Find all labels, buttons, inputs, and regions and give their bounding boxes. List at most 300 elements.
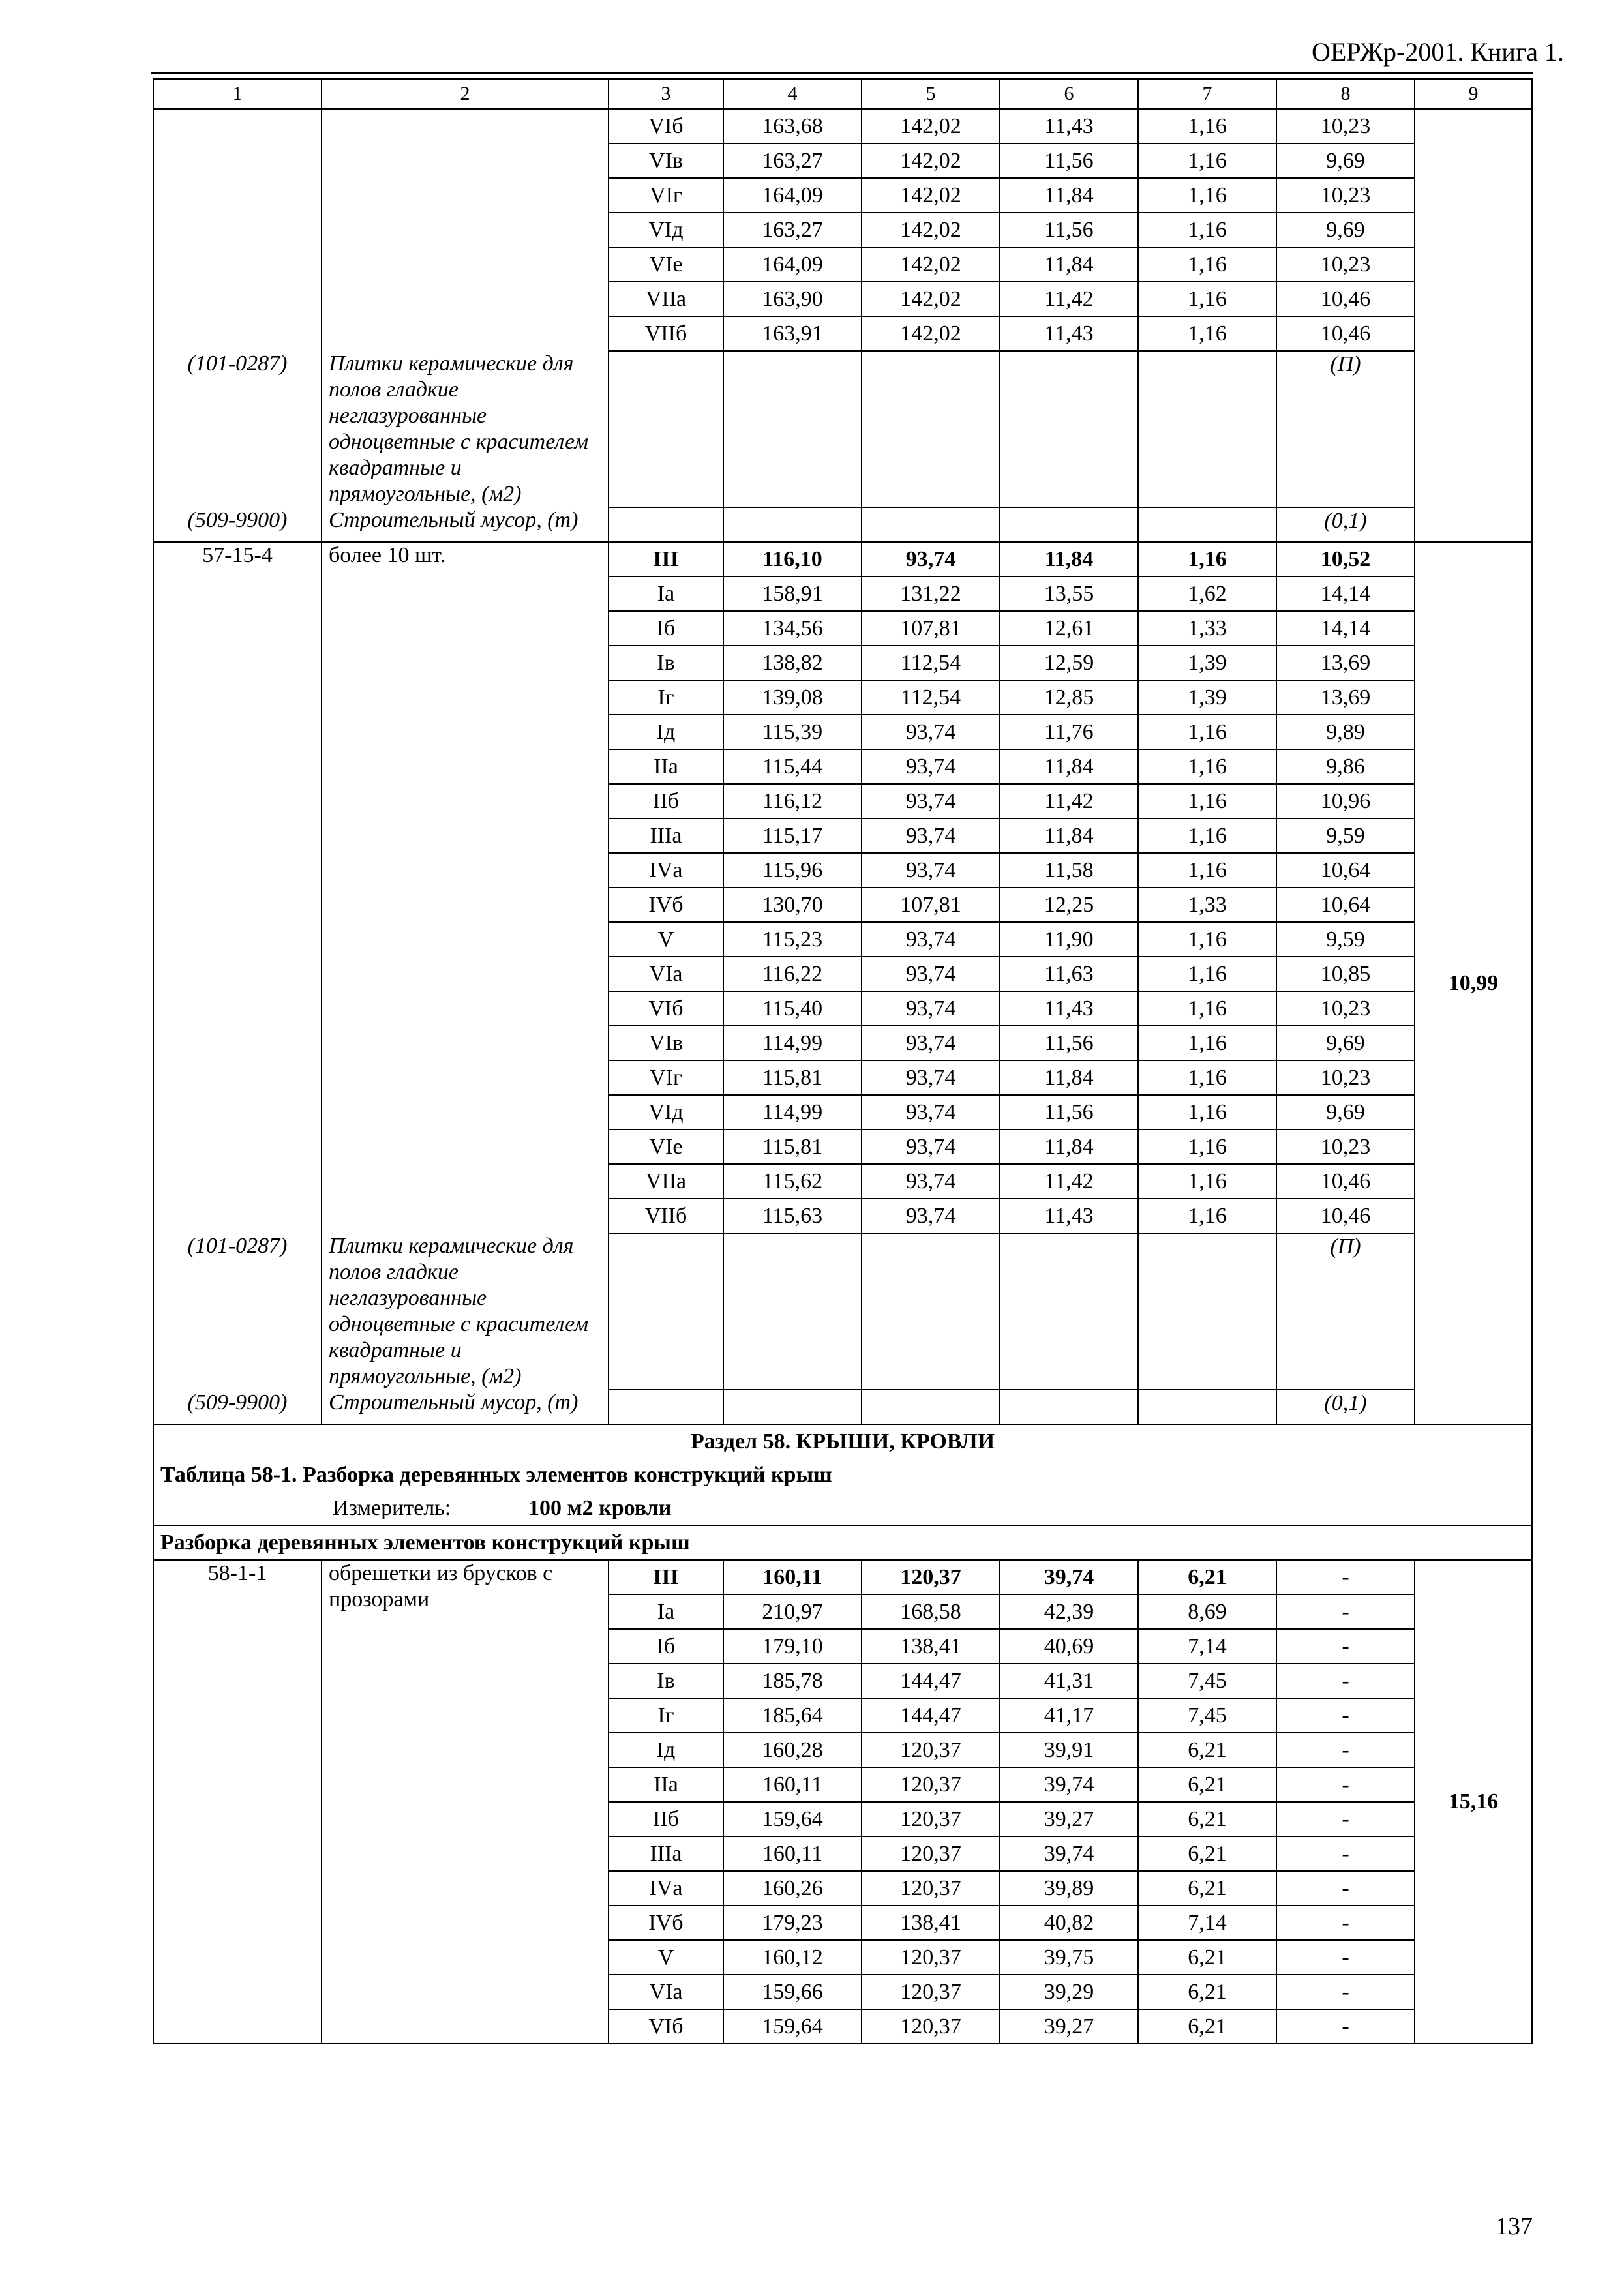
materials-cell: 10,96 — [1276, 784, 1415, 818]
wages-cell: 93,74 — [862, 1095, 1000, 1130]
wages-cell: 138,41 — [862, 1906, 1000, 1940]
blank-cell — [1000, 1233, 1138, 1390]
total-cost-cell: 179,23 — [723, 1906, 862, 1940]
column-number: 7 — [1138, 79, 1276, 109]
wages-cell: 142,02 — [862, 247, 1000, 282]
materials-cell: 9,59 — [1276, 922, 1415, 957]
zone-cell: IIб — [609, 1802, 723, 1836]
zone-cell: Iг — [609, 1698, 723, 1733]
materials-cell: 10,64 — [1276, 888, 1415, 922]
total-cost-cell: 179,10 — [723, 1629, 862, 1664]
wages-cell: 107,81 — [862, 888, 1000, 922]
materials-cell: 10,23 — [1276, 178, 1415, 213]
column-number: 8 — [1276, 79, 1415, 109]
machines-cell: 12,85 — [1000, 680, 1138, 715]
col9-blank — [1415, 109, 1532, 542]
machines-cell: 11,42 — [1000, 784, 1138, 818]
driver-wages-cell: 7,45 — [1138, 1698, 1276, 1733]
materials-cell: - — [1276, 1733, 1415, 1767]
driver-wages-cell: 6,21 — [1138, 1802, 1276, 1836]
wages-cell: 142,02 — [862, 282, 1000, 316]
driver-wages-cell: 1,16 — [1138, 1095, 1276, 1130]
driver-wages-cell: 1,16 — [1138, 991, 1276, 1026]
column-number: 4 — [723, 79, 862, 109]
materials-cell: 9,89 — [1276, 715, 1415, 749]
wages-cell: 142,02 — [862, 213, 1000, 247]
materials-cell: 14,14 — [1276, 576, 1415, 611]
total-cost-cell: 163,27 — [723, 143, 862, 178]
name-cell: более 10 шт. — [322, 542, 609, 1233]
driver-wages-cell: 1,16 — [1138, 1164, 1276, 1199]
machines-cell: 12,59 — [1000, 646, 1138, 680]
total-cost-cell: 163,90 — [723, 282, 862, 316]
zone-cell: VIа — [609, 1975, 723, 2009]
zone-cell: VIг — [609, 1060, 723, 1095]
page-number: 137 — [1496, 2213, 1533, 2240]
wages-cell: 93,74 — [862, 957, 1000, 991]
machines-cell: 12,61 — [1000, 611, 1138, 646]
zone-cell: Iв — [609, 646, 723, 680]
driver-wages-cell: 7,14 — [1138, 1906, 1276, 1940]
blank-cell — [723, 1390, 862, 1424]
section-row — [153, 1424, 1532, 1458]
blank-cell — [609, 351, 723, 507]
wages-cell: 142,02 — [862, 316, 1000, 351]
zone-cell: Iд — [609, 715, 723, 749]
driver-wages-cell: 1,16 — [1138, 853, 1276, 888]
blank-cell — [862, 1233, 1000, 1390]
materials-cell: 9,69 — [1276, 213, 1415, 247]
zone-cell: Iг — [609, 680, 723, 715]
machines-cell: 11,84 — [1000, 1130, 1138, 1164]
resource-code: (509-9900) — [153, 1390, 322, 1424]
header-rule — [151, 72, 1533, 74]
total-cost-cell: 115,17 — [723, 818, 862, 853]
wages-cell: 120,37 — [862, 1871, 1000, 1906]
total-cost-cell: 139,08 — [723, 680, 862, 715]
wages-cell: 120,37 — [862, 1767, 1000, 1802]
zone-cell: IIа — [609, 749, 723, 784]
column-number: 6 — [1000, 79, 1138, 109]
wages-cell: 112,54 — [862, 680, 1000, 715]
zone-cell: VIв — [609, 143, 723, 178]
driver-wages-cell: 1,16 — [1138, 213, 1276, 247]
machines-cell: 11,84 — [1000, 542, 1138, 576]
name-cell: обрешетки из брусков с прозорами — [322, 1560, 609, 2044]
driver-wages-cell: 6,21 — [1138, 1733, 1276, 1767]
materials-cell: - — [1276, 1940, 1415, 1975]
driver-wages-cell: 6,21 — [1138, 1767, 1276, 1802]
driver-wages-cell: 1,16 — [1138, 818, 1276, 853]
materials-cell: 9,59 — [1276, 818, 1415, 853]
total-cost-cell: 114,99 — [723, 1026, 862, 1060]
resource-row — [153, 1233, 1532, 1390]
price-table — [153, 78, 1533, 2044]
driver-wages-cell: 1,16 — [1138, 715, 1276, 749]
machines-cell: 11,76 — [1000, 715, 1138, 749]
machines-cell: 11,43 — [1000, 316, 1138, 351]
driver-wages-cell: 1,16 — [1138, 1026, 1276, 1060]
blank-cell — [609, 1390, 723, 1424]
blank-cell — [609, 507, 723, 542]
resource-code: (101-0287) — [153, 1233, 322, 1390]
machines-cell: 41,31 — [1000, 1664, 1138, 1698]
resource-value: (П) — [1276, 351, 1415, 507]
total-cost-cell: 163,68 — [723, 109, 862, 143]
blank-cell — [1000, 351, 1138, 507]
column-number: 9 — [1415, 79, 1532, 109]
name-cell-blank — [322, 109, 609, 351]
machines-cell: 11,56 — [1000, 1026, 1138, 1060]
materials-cell: 10,85 — [1276, 957, 1415, 991]
total-cost-cell: 115,44 — [723, 749, 862, 784]
total-cost-cell: 115,81 — [723, 1060, 862, 1095]
table-title: Таблица 58-1. Разборка деревянных элементов конструкций крыш — [153, 1458, 1532, 1491]
resource-code: (509-9900) — [153, 507, 322, 542]
driver-wages-cell: 7,14 — [1138, 1629, 1276, 1664]
column-number: 5 — [862, 79, 1000, 109]
driver-wages-cell: 1,16 — [1138, 542, 1276, 576]
machines-cell: 11,84 — [1000, 1060, 1138, 1095]
wages-cell: 142,02 — [862, 178, 1000, 213]
zone-cell: Iд — [609, 1733, 723, 1767]
driver-wages-cell: 1,39 — [1138, 646, 1276, 680]
driver-wages-cell: 1,16 — [1138, 922, 1276, 957]
wages-cell: 120,37 — [862, 1975, 1000, 2009]
materials-cell: - — [1276, 1664, 1415, 1698]
driver-wages-cell: 6,21 — [1138, 2009, 1276, 2044]
total-cost-cell: 115,63 — [723, 1199, 862, 1233]
zone-cell: VIб — [609, 2009, 723, 2044]
wages-cell: 168,58 — [862, 1594, 1000, 1629]
materials-cell: 10,46 — [1276, 1199, 1415, 1233]
machines-cell: 39,27 — [1000, 1802, 1138, 1836]
resource-row — [153, 351, 1532, 507]
code-cell: 57-15-4 — [153, 542, 322, 1233]
machines-cell: 11,56 — [1000, 143, 1138, 178]
total-cost-cell: 115,96 — [723, 853, 862, 888]
materials-cell: 13,69 — [1276, 646, 1415, 680]
blank-cell — [862, 1390, 1000, 1424]
materials-cell: 10,23 — [1276, 109, 1415, 143]
meter-value: 100 м2 кровли — [528, 1495, 672, 1520]
materials-cell: - — [1276, 1871, 1415, 1906]
machines-cell: 42,39 — [1000, 1594, 1138, 1629]
total-cost-cell: 159,64 — [723, 2009, 862, 2044]
zone-cell: V — [609, 1940, 723, 1975]
resource-code: (101-0287) — [153, 351, 322, 507]
blank-cell — [862, 507, 1000, 542]
zone-cell: Iв — [609, 1664, 723, 1698]
blank-cell — [723, 507, 862, 542]
machines-cell: 40,69 — [1000, 1629, 1138, 1664]
wages-cell: 138,41 — [862, 1629, 1000, 1664]
total-cost-cell: 138,82 — [723, 646, 862, 680]
zone-cell: VIв — [609, 1026, 723, 1060]
col9-total: 15,16 — [1415, 1560, 1532, 2044]
zone-cell: VIIб — [609, 1199, 723, 1233]
blank-cell — [862, 351, 1000, 507]
driver-wages-cell: 1,16 — [1138, 784, 1276, 818]
wages-cell: 112,54 — [862, 646, 1000, 680]
materials-cell: - — [1276, 1594, 1415, 1629]
total-cost-cell: 130,70 — [723, 888, 862, 922]
materials-cell: 10,46 — [1276, 1164, 1415, 1199]
driver-wages-cell: 1,16 — [1138, 109, 1276, 143]
wages-cell: 142,02 — [862, 109, 1000, 143]
blank-cell — [1138, 351, 1276, 507]
wages-cell: 93,74 — [862, 784, 1000, 818]
resource-value: (П) — [1276, 1233, 1415, 1390]
driver-wages-cell: 6,21 — [1138, 1836, 1276, 1871]
blank-cell — [1138, 1390, 1276, 1424]
machines-cell: 11,56 — [1000, 213, 1138, 247]
driver-wages-cell: 1,62 — [1138, 576, 1276, 611]
total-cost-cell: 115,81 — [723, 1130, 862, 1164]
total-cost-cell: 159,66 — [723, 1975, 862, 2009]
document-header-title: ОЕРЖр-2001. Книга 1. — [1312, 37, 1564, 67]
wages-cell: 120,37 — [862, 1733, 1000, 1767]
machines-cell: 39,75 — [1000, 1940, 1138, 1975]
wages-cell: 120,37 — [862, 2009, 1000, 2044]
zone-cell: IIб — [609, 784, 723, 818]
wages-cell: 93,74 — [862, 1130, 1000, 1164]
materials-cell: 10,64 — [1276, 853, 1415, 888]
resource-name: Строительный мусор, (т) — [322, 507, 609, 542]
zone-cell: VIе — [609, 247, 723, 282]
subheading-row — [153, 1525, 1532, 1560]
driver-wages-cell: 1,16 — [1138, 1060, 1276, 1095]
total-cost-cell: 160,11 — [723, 1836, 862, 1871]
wages-cell: 142,02 — [862, 143, 1000, 178]
machines-cell: 39,91 — [1000, 1733, 1138, 1767]
materials-cell: 13,69 — [1276, 680, 1415, 715]
total-cost-cell: 116,12 — [723, 784, 862, 818]
resource-name: Плитки керамические для полов гладкие неглазурованные одноцветные с красителем квадратные и прямоугольные, (м2) — [322, 1233, 609, 1390]
zone-cell: IVб — [609, 1906, 723, 1940]
zone-cell: IIа — [609, 1767, 723, 1802]
materials-cell: - — [1276, 1629, 1415, 1664]
table-row — [153, 109, 1532, 143]
zone-cell: Iб — [609, 611, 723, 646]
wages-cell: 120,37 — [862, 1836, 1000, 1871]
machines-cell: 39,74 — [1000, 1560, 1138, 1594]
wages-cell: 93,74 — [862, 1026, 1000, 1060]
subheading: Разборка деревянных элементов конструкций крыш — [153, 1525, 1532, 1560]
driver-wages-cell: 6,21 — [1138, 1940, 1276, 1975]
wages-cell: 144,47 — [862, 1664, 1000, 1698]
materials-cell: 9,69 — [1276, 1026, 1415, 1060]
column-number: 3 — [609, 79, 723, 109]
total-cost-cell: 185,64 — [723, 1698, 862, 1733]
total-cost-cell: 163,27 — [723, 213, 862, 247]
meter-row — [153, 1491, 1532, 1525]
resource-value: (0,1) — [1276, 507, 1415, 542]
zone-cell: III — [609, 1560, 723, 1594]
materials-cell: 10,46 — [1276, 282, 1415, 316]
machines-cell: 11,56 — [1000, 1095, 1138, 1130]
materials-cell: - — [1276, 1906, 1415, 1940]
machines-cell: 11,84 — [1000, 749, 1138, 784]
meter-cell — [153, 1491, 1532, 1525]
resource-row — [153, 507, 1532, 542]
machines-cell: 11,84 — [1000, 818, 1138, 853]
machines-cell: 11,84 — [1000, 247, 1138, 282]
materials-cell: - — [1276, 1560, 1415, 1594]
driver-wages-cell: 1,16 — [1138, 1199, 1276, 1233]
code-cell: 58-1-1 — [153, 1560, 322, 2044]
driver-wages-cell: 6,21 — [1138, 1871, 1276, 1906]
zone-cell: Iа — [609, 576, 723, 611]
machines-cell: 39,29 — [1000, 1975, 1138, 2009]
column-number: 2 — [322, 79, 609, 109]
total-cost-cell: 160,28 — [723, 1733, 862, 1767]
total-cost-cell: 160,11 — [723, 1560, 862, 1594]
wages-cell: 93,74 — [862, 1199, 1000, 1233]
total-cost-cell: 115,23 — [723, 922, 862, 957]
total-cost-cell: 115,39 — [723, 715, 862, 749]
total-cost-cell: 116,10 — [723, 542, 862, 576]
zone-cell: Iб — [609, 1629, 723, 1664]
column-number: 1 — [153, 79, 322, 109]
resource-name: Строительный мусор, (т) — [322, 1390, 609, 1424]
zone-cell: IVб — [609, 888, 723, 922]
machines-cell: 13,55 — [1000, 576, 1138, 611]
table-row — [153, 1560, 1532, 1594]
zone-cell: VIIа — [609, 282, 723, 316]
zone-cell: VIб — [609, 991, 723, 1026]
driver-wages-cell: 7,45 — [1138, 1664, 1276, 1698]
wages-cell: 93,74 — [862, 715, 1000, 749]
zone-cell: IIIа — [609, 1836, 723, 1871]
machines-cell: 39,27 — [1000, 2009, 1138, 2044]
total-cost-cell: 160,26 — [723, 1871, 862, 1906]
machines-cell: 41,17 — [1000, 1698, 1138, 1733]
materials-cell: 9,69 — [1276, 143, 1415, 178]
wages-cell: 93,74 — [862, 542, 1000, 576]
wages-cell: 120,37 — [862, 1802, 1000, 1836]
materials-cell: - — [1276, 1975, 1415, 2009]
wages-cell: 93,74 — [862, 1164, 1000, 1199]
machines-cell: 11,43 — [1000, 109, 1138, 143]
materials-cell: 9,69 — [1276, 1095, 1415, 1130]
blank-cell — [723, 1233, 862, 1390]
materials-cell: - — [1276, 1802, 1415, 1836]
machines-cell: 11,58 — [1000, 853, 1138, 888]
blank-cell — [1138, 507, 1276, 542]
resource-name: Плитки керамические для полов гладкие неглазурованные одноцветные с красителем квадратные и прямоугольные, (м2) — [322, 351, 609, 507]
driver-wages-cell: 8,69 — [1138, 1594, 1276, 1629]
machines-cell: 11,84 — [1000, 178, 1138, 213]
zone-cell: VIа — [609, 957, 723, 991]
wages-cell: 120,37 — [862, 1940, 1000, 1975]
materials-cell: 10,46 — [1276, 316, 1415, 351]
wages-cell: 93,74 — [862, 922, 1000, 957]
machines-cell: 39,74 — [1000, 1767, 1138, 1802]
materials-cell: 9,86 — [1276, 749, 1415, 784]
driver-wages-cell: 1,16 — [1138, 247, 1276, 282]
table-row — [153, 542, 1532, 576]
driver-wages-cell: 1,16 — [1138, 957, 1276, 991]
column-number-row — [153, 79, 1532, 109]
materials-cell: 10,52 — [1276, 542, 1415, 576]
machines-cell: 11,90 — [1000, 922, 1138, 957]
total-cost-cell: 158,91 — [723, 576, 862, 611]
zone-cell: VIд — [609, 213, 723, 247]
machines-cell: 11,63 — [1000, 957, 1138, 991]
machines-cell: 11,42 — [1000, 1164, 1138, 1199]
machines-cell: 39,89 — [1000, 1871, 1138, 1906]
blank-cell — [1138, 1233, 1276, 1390]
zone-cell: VIIа — [609, 1164, 723, 1199]
wages-cell: 120,37 — [862, 1560, 1000, 1594]
total-cost-cell: 164,09 — [723, 178, 862, 213]
wages-cell: 93,74 — [862, 991, 1000, 1026]
materials-cell: 10,23 — [1276, 1130, 1415, 1164]
materials-cell: 10,23 — [1276, 247, 1415, 282]
wages-cell: 93,74 — [862, 818, 1000, 853]
total-cost-cell: 160,12 — [723, 1940, 862, 1975]
zone-cell: VIд — [609, 1095, 723, 1130]
resource-value: (0,1) — [1276, 1390, 1415, 1424]
machines-cell: 11,43 — [1000, 991, 1138, 1026]
driver-wages-cell: 1,16 — [1138, 282, 1276, 316]
driver-wages-cell: 6,21 — [1138, 1975, 1276, 2009]
wages-cell: 144,47 — [862, 1698, 1000, 1733]
total-cost-cell: 115,62 — [723, 1164, 862, 1199]
materials-cell: 10,23 — [1276, 991, 1415, 1026]
total-cost-cell: 164,09 — [723, 247, 862, 282]
materials-cell: - — [1276, 1836, 1415, 1871]
machines-cell: 11,42 — [1000, 282, 1138, 316]
driver-wages-cell: 6,21 — [1138, 1560, 1276, 1594]
wages-cell: 107,81 — [862, 611, 1000, 646]
wages-cell: 93,74 — [862, 853, 1000, 888]
materials-cell: 14,14 — [1276, 611, 1415, 646]
resource-row — [153, 1390, 1532, 1424]
wages-cell: 93,74 — [862, 749, 1000, 784]
zone-cell: IVа — [609, 1871, 723, 1906]
blank-cell — [1000, 507, 1138, 542]
materials-cell: 10,23 — [1276, 1060, 1415, 1095]
total-cost-cell: 114,99 — [723, 1095, 862, 1130]
zone-cell: VIIб — [609, 316, 723, 351]
total-cost-cell: 115,40 — [723, 991, 862, 1026]
total-cost-cell: 185,78 — [723, 1664, 862, 1698]
driver-wages-cell: 1,16 — [1138, 143, 1276, 178]
wages-cell: 131,22 — [862, 576, 1000, 611]
materials-cell: - — [1276, 1698, 1415, 1733]
total-cost-cell: 116,22 — [723, 957, 862, 991]
zone-cell: III — [609, 542, 723, 576]
driver-wages-cell: 1,16 — [1138, 749, 1276, 784]
total-cost-cell: 210,97 — [723, 1594, 862, 1629]
total-cost-cell: 159,64 — [723, 1802, 862, 1836]
section-title: Раздел 58. КРЫШИ, КРОВЛИ — [153, 1424, 1532, 1458]
total-cost-cell: 160,11 — [723, 1767, 862, 1802]
blank-cell — [609, 1233, 723, 1390]
materials-cell: - — [1276, 2009, 1415, 2044]
machines-cell: 12,25 — [1000, 888, 1138, 922]
col9-total: 10,99 — [1415, 542, 1532, 1424]
zone-cell: IIIа — [609, 818, 723, 853]
driver-wages-cell: 1,39 — [1138, 680, 1276, 715]
code-cell-blank — [153, 109, 322, 351]
total-cost-cell: 134,56 — [723, 611, 862, 646]
materials-cell: - — [1276, 1767, 1415, 1802]
zone-cell: VIг — [609, 178, 723, 213]
driver-wages-cell: 1,16 — [1138, 1130, 1276, 1164]
